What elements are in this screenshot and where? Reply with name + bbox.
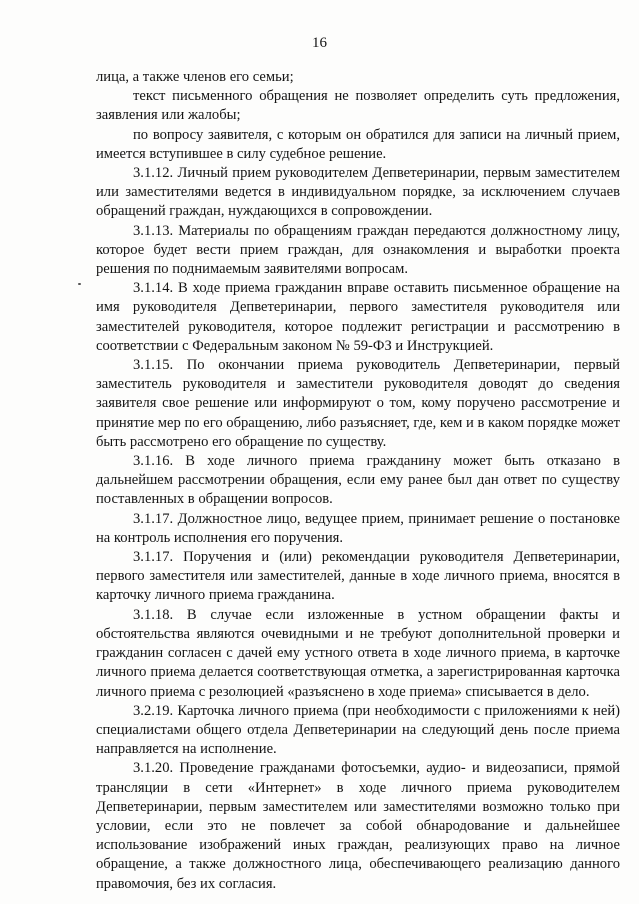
paragraph-3-1-15: 3.1.15. По окончании приема руководитель Депветеринарии, первый заместитель руководителя и заместители руководителя доводят до сведения заявителя свое решение или информируют о том, кому поручено рассмотрение и принятие мер по его обращению, либо разъясняет, где, кем и в каком порядке может быть рассмотрено его обращение по существу. — [96, 357, 620, 450]
page-number: 16 — [312, 35, 327, 51]
paragraph-list-item: по вопросу заявителя, с которым он обратился для записи на личный прием, имеется вступившее в силу судебное решение. — [96, 126, 620, 162]
paragraph-3-2-19: 3.2.19. Карточка личного приема (при необходимости с приложениями к ней) специалистами общего отдела Депветеринарии на следующий день после приема направляется на исполнение. — [96, 702, 620, 758]
paragraph-list-item: текст письменного обращения не позволяет определить суть предложения, заявления или жалобы; — [96, 88, 620, 124]
paragraph-continuation: лица, а также членов его семьи; — [96, 69, 294, 85]
paragraph-3-1-20: 3.1.20. Проведение гражданами фотосъемки, аудио- и видеозаписи, прямой трансляции в сети «Интернет» в ходе личного приема руководителем Депветеринарии, первым заместителем или заместителями возможно только при условии, если это не повлечет за собой обнародование и дальнейшее использование изображений иных граждан, реализующих право на личное обращение, а также должностного лица, обеспечивающего реализацию данного правомочия, без их согласия. — [96, 760, 620, 892]
paragraph-3-1-17-b: 3.1.17. Поручения и (или) рекомендации руководителя Депветеринарии, первого заместителя или заместителей, данные в ходе личного приема, вносятся в карточку личного приема гражданина. — [96, 549, 620, 604]
paragraph-3-1-18: 3.1.18. В случае если изложенные в устном обращении факты и обстоятельства являются очевидными и не требуют дополнительной проверки и гражданин согласен с дачей ему устного ответа в ходе личного приема, в карточке личного приема делается соответствующая отметка, а зарегистрированная карточка личного приема с резолюцией «разъяснено в ходе приема» списывается в дело. — [96, 606, 620, 700]
paragraph-3-1-12: 3.1.12. Личный прием руководителем Депветеринарии, первым заместителем или заместителями ведется в индивидуальном порядке, за исключением случаев обращений граждан, нуждающихся в сопровождении. — [96, 165, 620, 220]
document-body — [96, 68, 620, 894]
scan-speck — [78, 283, 81, 285]
paragraph-3-1-17-a: 3.1.17. Должностное лицо, ведущее прием, принимает решение о постановке на контроль исполнения его поручения. — [96, 510, 620, 546]
paragraph-3-1-13: 3.1.13. Материалы по обращениям граждан передаются должностному лицу, которое будет вести прием граждан, для ознакомления и выработки проекта решения по поднимаемым заявителями вопросам. — [96, 222, 620, 278]
paragraph-3-1-16: 3.1.16. В ходе личного приема гражданину может быть отказано в дальнейшем рассмотрении обращения, если ему ранее был дан ответ по существу поставленных в обращении вопросов. — [96, 453, 620, 508]
paragraph-3-1-14: 3.1.14. В ходе приема гражданин вправе оставить письменное обращение на имя руководителя Депветеринарии, первого заместителя руководителя или заместителей руководителя, которое подлежит регистрации и рассмотрению в соответствии с Федеральным законом № 59-ФЗ и Инструкцией. — [96, 280, 620, 354]
